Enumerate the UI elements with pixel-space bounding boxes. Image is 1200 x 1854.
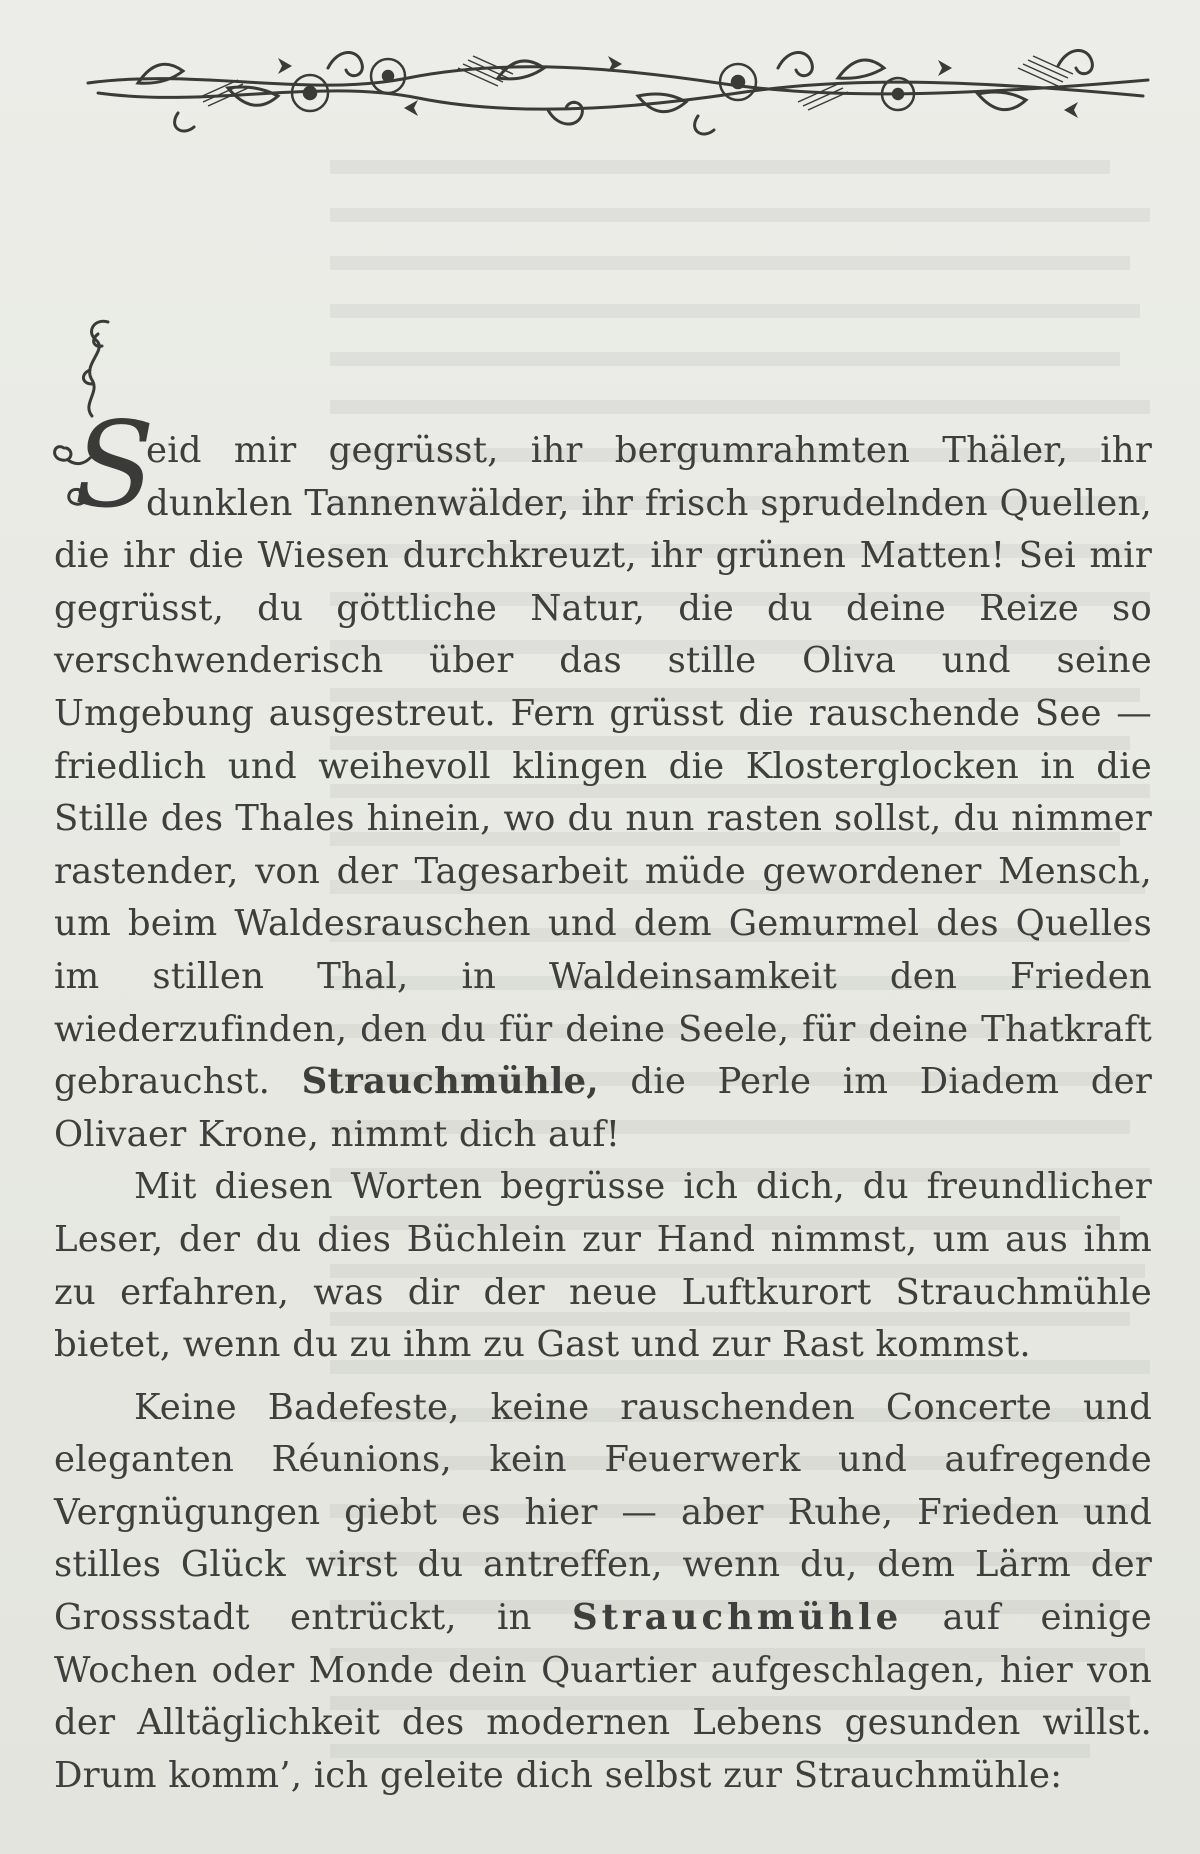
place-name-strauchmuehle: Strauchmühle, <box>301 1061 599 1103</box>
paragraph-1-text-b: die Perle im Diadem der Olivaer Krone, nimmt dich auf! <box>54 1061 1152 1155</box>
floral-vine-ornament-icon <box>78 38 1158 138</box>
paragraph-2-text: Mit diesen Worten begrüsse ich dich, du freundlicher Leser, der du dies Büchlein zur Hand nimmst, um aus ihm zu erfahren, was dir der neue Luftkurort Strauchmühle bietet, wenn du zu ihm zu Gast und zur Rast kommst. <box>54 1166 1152 1366</box>
paragraph-3 <box>54 1382 1152 1803</box>
place-name-strauchmuehle-spaced: Strauchmühle <box>571 1597 903 1639</box>
paragraph-2 <box>54 1161 1152 1371</box>
paragraph-3-text-b: auf einige Wochen oder Monde dein Quartier aufgeschlagen, hier von der Alltäglichkeit des modernen Lebens gesunden willst. Drum komm’, ich geleite dich selbst zur Strauchmühle: <box>54 1597 1152 1796</box>
body-text <box>54 396 1152 1802</box>
drop-cap-letter: S <box>74 396 156 534</box>
paragraph-1 <box>54 396 1152 1161</box>
drop-cap <box>50 396 156 534</box>
paragraph-1-text-a: eid mir gegrüsst, ihr bergumrahmten Thäler, ihr dunklen Tannenwälder, ihr frisch sprudelnden Quellen, die ihr die Wiesen durchkreuzt, ihr grünen Matten! Sei mir gegrüsst, du göttliche Natur, die du deine Reize so verschwenderisch über das stille Oliva und seine Umgebung ausgestreut. Fern grüsst die rauschende See — friedlich und weihevoll klingen die Klosterglocken in die Stille des Thales hinein, wo du nun rasten sollst, du nimmer rastender, von der Tagesarbeit müde gewordener Mensch, um beim Waldesrauschen und dem Gemurmel des Quelles im stillen Thal, in Waldeinsamkeit den Frieden wiederzufinden, den du für deine Seele, für deine Thatkraft gebrauchst. <box>54 430 1152 1103</box>
paragraph-3-text-a: Keine Badefeste, keine rauschenden Concerte und eleganten Réunions, kein Feuerwerk und aufregende Vergnügungen giebt es hier — aber Ruhe, Frieden und stilles Glück wirst du antreffen, wenn du, dem Lärm der Grossstadt entrückt, in <box>54 1386 1152 1639</box>
